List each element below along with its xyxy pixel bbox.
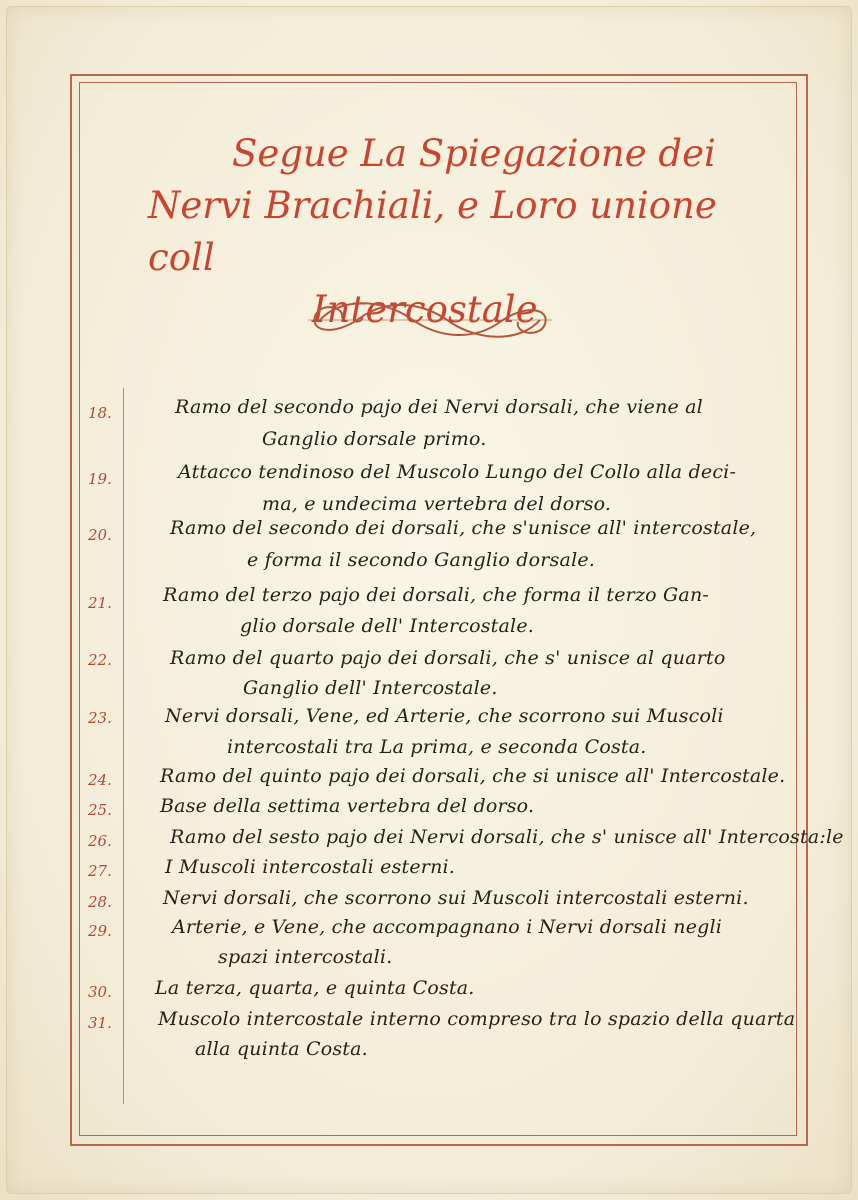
entry-text: Nervi dorsali, Vene, ed Arterie, che scorrono sui Muscoli: [165, 705, 724, 727]
entry-number: 20.: [88, 526, 112, 544]
entry-text: Ganglio dorsale primo.: [262, 428, 487, 450]
entry-text: Nervi dorsali, che scorrono sui Muscoli intercostali esterni.: [163, 887, 749, 909]
entry-text: glio dorsale dell' Intercostale.: [240, 615, 534, 637]
entry-text: intercostali tra La prima, e seconda Costa.: [227, 736, 647, 758]
entry-text: e forma il secondo Ganglio dorsale.: [247, 549, 596, 571]
calligraphic-flourish-ornament: [300, 290, 560, 350]
entry-number: 18.: [88, 404, 112, 422]
entry-text: spazi intercostali.: [218, 946, 393, 968]
entry-number: 23.: [88, 709, 112, 727]
entry-text: ma, e undecima vertebra del dorso.: [262, 493, 612, 515]
entry-text: alla quinta Costa.: [195, 1038, 368, 1060]
entry-text: I Muscoli intercostali esterni.: [165, 856, 456, 878]
entry-number: 31.: [88, 1014, 112, 1032]
title-line-2: Nervi Brachiali, e Loro unione coll: [148, 184, 717, 279]
entry-text: Arterie, e Vene, che accompagnano i Nervi dorsali negli: [172, 916, 723, 938]
entry-text: Ganglio dell' Intercostale.: [243, 677, 498, 699]
entry-text: Ramo del secondo dei dorsali, che s'unisce all' intercostale,: [170, 517, 757, 539]
entry-number: 25.: [88, 801, 112, 819]
entry-text: Attacco tendinoso del Muscolo Lungo del Collo alla deci-: [178, 461, 737, 483]
entry-text: La terza, quarta, e quinta Costa.: [155, 977, 475, 999]
entry-text: Ramo del terzo pajo dei dorsali, che forma il terzo Gan-: [163, 584, 710, 606]
entry-number: 24.: [88, 771, 112, 789]
entry-number: 22.: [88, 651, 112, 669]
title-line-3: Intercostale: [312, 288, 538, 331]
entry-number: 28.: [88, 893, 112, 911]
margin-rule-line: [123, 388, 124, 1104]
title-line-1: Segue La Spiegazione dei: [232, 132, 716, 175]
entry-number: 26.: [88, 832, 112, 850]
entry-number: 21.: [88, 594, 112, 612]
entry-text: Ramo del sesto pajo dei Nervi dorsali, che s' unisce all' Intercosta:le: [170, 826, 844, 848]
entry-text: Ramo del quarto pajo dei dorsali, che s' unisce al quarto: [170, 647, 726, 669]
entry-number: 27.: [88, 862, 112, 880]
entry-text: Ramo del secondo pajo dei Nervi dorsali, che viene al: [175, 396, 703, 418]
entry-text: Base della settima vertebra del dorso.: [160, 795, 535, 817]
entry-text: Muscolo intercostale interno compreso tra lo spazio della quarta: [158, 1008, 796, 1030]
entry-number: 19.: [88, 470, 112, 488]
entry-text: Ramo del quinto pajo dei dorsali, che si unisce all' Intercostale.: [160, 765, 786, 787]
entry-number: 30.: [88, 983, 112, 1001]
entry-number: 29.: [88, 922, 112, 940]
